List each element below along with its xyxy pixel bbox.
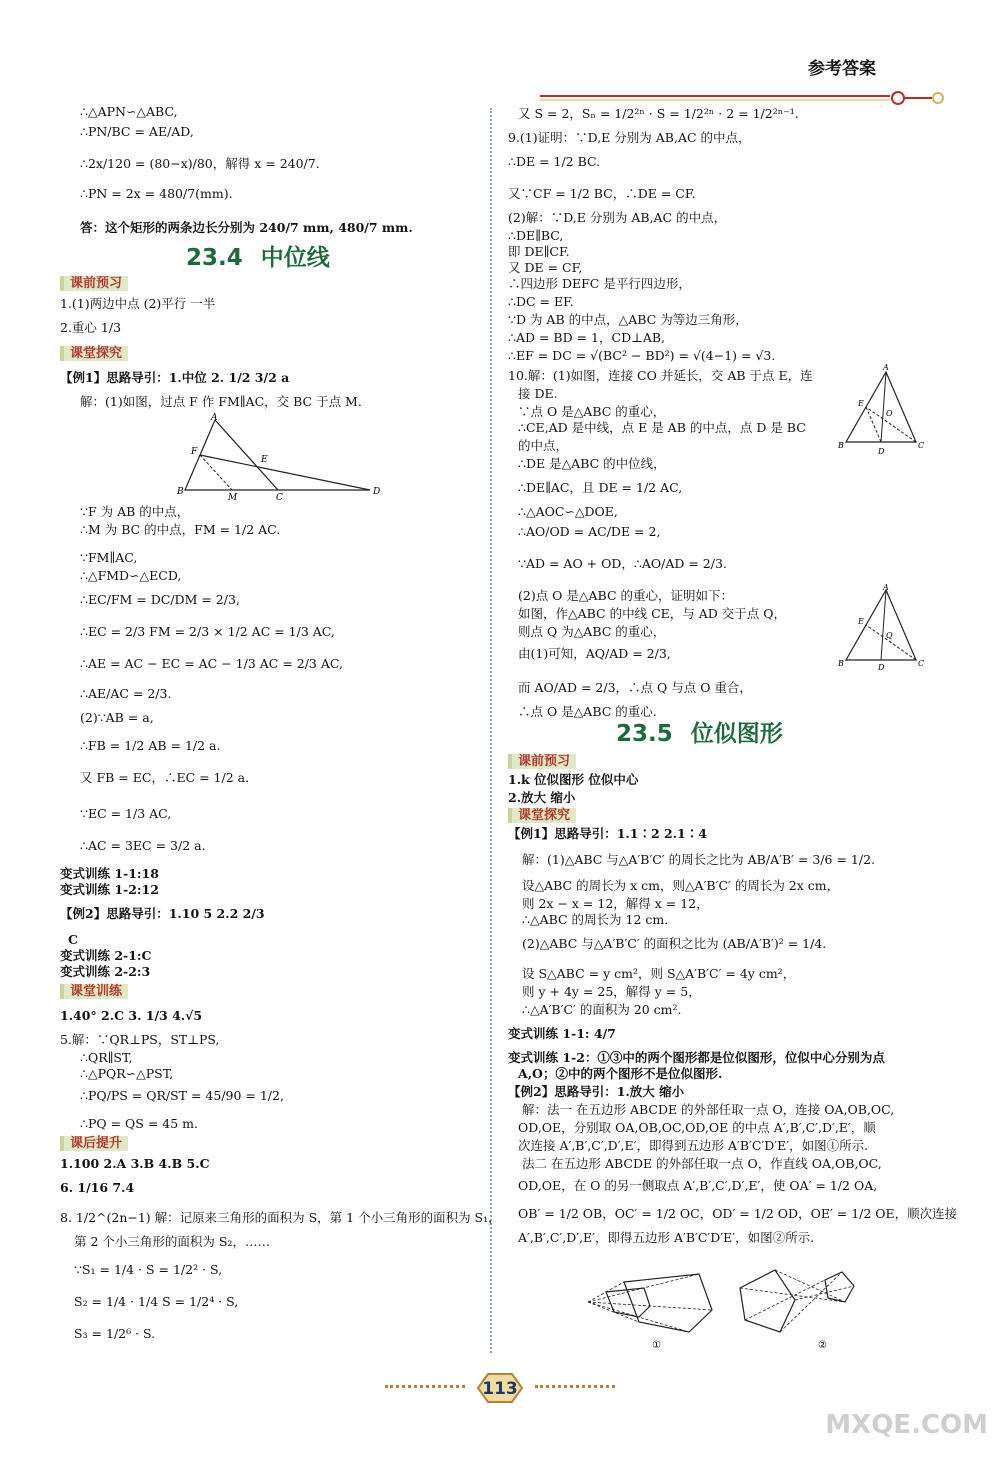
text-line: ∵EC = 1/3 AC, <box>80 806 172 821</box>
figure-caption: ① <box>652 1340 661 1350</box>
text-line: (2)∵AB = a, <box>80 710 154 725</box>
text-line: ∴△PQR∽△PST, <box>80 1066 174 1081</box>
text-line: ∴EF = DC = √(BC² − BD²) = √(4−1) = √3. <box>508 348 776 363</box>
text-line: OD,OE，分别取 OA,OB,OC,OD,OE 的中点 A′,B′,C′,D′,E′，顺 <box>518 1120 876 1135</box>
text-line: 【例1】思路导引：1.1∶2 2.1∶4 <box>508 826 707 841</box>
text-line: 又 S = 2，Sₙ = 1/2²ⁿ · S = 1/2²ⁿ · 2 = 1/2²ⁿ⁻¹. <box>518 106 799 121</box>
text-line: 【例2】思路导引：1.10 5 2.2 2/3 <box>60 906 265 921</box>
text-line: ∴PQ/PS = QR/ST = 45/90 = 1/2, <box>80 1088 284 1103</box>
text-line: ∴M 为 BC 的中点，FM = 1/2 AC. <box>80 522 281 537</box>
text-line: 1.k 位似图形 位似中心 <box>508 772 639 787</box>
tag-explore-2: 课堂探究 <box>508 808 576 823</box>
page-number-badge <box>470 1370 530 1406</box>
label: F <box>191 447 198 457</box>
text-line: ∴AC = 3EC = 3/2 a. <box>80 838 206 853</box>
label: Q <box>886 631 893 640</box>
text-line: 则 y + 4y = 25，解得 y = 5， <box>522 984 701 999</box>
text-line: ∴QR∥ST, <box>80 1050 133 1065</box>
text-line: ∴DC = EF. <box>508 294 574 309</box>
text-line: 如图，作△ABC 的中线 CE，与 AD 交于点 Q， <box>518 606 786 621</box>
label: D <box>878 663 885 672</box>
text-line: ∵FM∥AC, <box>80 550 138 565</box>
footer-dots-right <box>535 1385 615 1388</box>
text-line: ∴CE,AD 是中线，点 E 是 AB 的中点，点 D 是 BC <box>518 420 806 435</box>
text-line: 10.解：(1)如图，连接 CO 并延长，交 AB 于点 E，连 <box>508 368 813 383</box>
pentagon-figure-1 <box>584 1262 724 1350</box>
section-name: 中位线 <box>260 244 330 271</box>
text-line: 设 S△ABC = y cm²，则 S△A′B′C′ = 4y cm²， <box>522 966 796 981</box>
text-line: ∴AE/AC = 2/3. <box>80 686 172 701</box>
text-line: ∴PQ = QS = 45 m. <box>80 1116 198 1131</box>
text-line: 而 AO/AD = 2/3，∴点 Q 与点 O 重合， <box>518 680 752 695</box>
tag-explore: 课堂探究 <box>60 346 128 361</box>
watermark: MXQE.COM <box>825 1410 988 1440</box>
text-line: 变式训练 1-1: 4/7 <box>508 1026 616 1041</box>
text-line: 变式训练 1-2:12 <box>60 882 159 897</box>
text-line: 又 DE = CF, <box>508 260 583 275</box>
text-line: 变式训练 2-1:C <box>60 948 152 963</box>
text-line: ∴△A′B′C′ 的面积为 20 cm². <box>522 1002 682 1017</box>
text-line: ∴FB = 1/2 AB = 1/2 a. <box>80 738 221 753</box>
text-line: ∴PN = 2x = 480/7(mm). <box>80 186 233 201</box>
label: C <box>918 441 925 450</box>
text-line: OB′ = 1/2 OB，OC′ = 1/2 OC，OD′ = 1/2 OD，OE′ = 1/2 OE，顺次连接 <box>518 1206 958 1221</box>
text-line: 则 2x − x = 12，解得 x = 12， <box>522 896 709 911</box>
text-line: 又 FB = EC，∴EC = 1/2 a. <box>80 770 250 785</box>
footer-dots-left <box>385 1385 465 1388</box>
text-line: 8. 1/2^(2n−1) 解：记原来三角形的面积为 S，第 1 个小三角形的面积为 S₁， <box>60 1210 501 1225</box>
label: M <box>228 493 238 502</box>
text-line: 变式训练 1-2：①③中的两个图形都是位似图形，位似中心分别为点 <box>508 1050 885 1065</box>
text-line: 2.重心 1/3 <box>60 320 122 335</box>
label: E <box>858 617 864 626</box>
label: D <box>878 447 885 456</box>
text-line: ∵S₁ = 1/4 · S = 1/2² · S, <box>74 1262 223 1277</box>
label: E <box>261 455 268 465</box>
label: A <box>211 413 218 423</box>
text-line: 6. 1/16 7.4 <box>60 1180 135 1195</box>
text-line: 法二 在五边形 ABCDE 的外部任取一点 O，作直线 OA,OB,OC, <box>522 1156 882 1171</box>
label: B <box>838 441 844 450</box>
text-line: ∴△ABC 的周长为 12 cm. <box>522 912 669 927</box>
section-number: 23.4 <box>186 245 243 271</box>
text-line: S₃ = 1/2⁶ · S. <box>74 1326 156 1341</box>
text-line: 的中点， <box>518 438 569 453</box>
page-header <box>0 48 1000 108</box>
section-title-23-5 <box>616 722 783 746</box>
triangle-figure-1 <box>175 412 385 502</box>
tag-class-training: 课堂训练 <box>60 984 128 999</box>
text-line: 设△ABC 的周长为 x cm，则△A′B′C′ 的周长为 2x cm， <box>522 878 840 893</box>
text-line: ∴DE 是△ABC 的中位线， <box>518 456 666 471</box>
text-line: 2.放大 缩小 <box>508 790 576 805</box>
text-line: ∵点 O 是△ABC 的重心， <box>518 404 666 419</box>
page-number: 113 <box>482 1379 518 1399</box>
text-line: 解：(1)△ABC 与△A′B′C′ 的周长之比为 AB/A′B′ = 3/6 = 1/2. <box>522 852 876 867</box>
text-line: ∴DE∥AC，且 DE = 1/2 AC, <box>518 480 683 495</box>
text-line: 变式训练 1-1:18 <box>60 866 159 881</box>
text-line: ∵AD = AO + OD，∴AO/AD = 2/3. <box>518 556 727 571</box>
text-line: 接 DE. <box>518 386 558 401</box>
text-line: S₂ = 1/4 · 1/4 S = 1/2⁴ · S, <box>74 1294 239 1309</box>
text-line: C <box>68 932 78 947</box>
text-line: 变式训练 2-2:3 <box>60 964 151 979</box>
text-line: 第 2 个小三角形的面积为 S₂，…… <box>74 1234 270 1249</box>
header-title: 参考答案 <box>808 59 876 79</box>
label: A <box>883 363 889 372</box>
text-line: 【例2】思路导引：1.放大 缩小 <box>508 1084 685 1099</box>
text-line: 9.(1)证明：∵D,E 分别为 AB,AC 的中点， <box>508 130 751 145</box>
text-line: 又∵CF = 1/2 BC，∴DE = CF. <box>508 186 696 201</box>
text-line: ∴点 O 是△ABC 的重心. <box>518 704 657 719</box>
text-line: ∴DE = 1/2 BC. <box>508 154 601 169</box>
tag-pre-study: 课前预习 <box>60 276 128 291</box>
text-line: ∴2x/120 = (80−x)/80，解得 x = 240/7. <box>80 156 320 171</box>
label: A <box>883 583 889 592</box>
text-line: 答：这个矩形的两条边长分别为 240/7 mm, 480/7 mm. <box>80 220 413 235</box>
triangle-figure-3 <box>838 582 928 672</box>
text-line: ∵F 为 AB 的中点， <box>80 504 190 519</box>
text-line: ∴PN/BC = AE/AD, <box>80 124 194 139</box>
text-line: ∴AE = AC − EC = AC − 1/3 AC = 2/3 AC, <box>80 656 343 671</box>
pentagon-figure-2 <box>730 1260 870 1350</box>
text-line: (2)点 O 是△ABC 的重心，证明如下： <box>518 588 733 603</box>
section-name: 位似图形 <box>690 720 783 747</box>
text-line: ∴△AOC∽△DOE, <box>518 504 618 519</box>
text-line: ∴EC/FM = DC/DM = 2/3, <box>80 592 240 607</box>
triangle-figure-2 <box>838 362 928 457</box>
tag-pre-study-2: 课前预习 <box>508 754 576 769</box>
text-line: ∴AD = BD = 1，CD⊥AB, <box>508 330 666 345</box>
section-title-23-4 <box>186 246 330 270</box>
label: E <box>858 399 864 408</box>
text-line: A′,B′,C′,D′,E′，即得五边形 A′B′C′D′E′，如图②所示. <box>518 1230 815 1245</box>
text-line: 1.100 2.A 3.B 4.B 5.C <box>60 1156 210 1171</box>
label: D <box>373 487 381 497</box>
text-line: 由(1)可知，AQ/AD = 2/3, <box>518 646 671 661</box>
label: B <box>177 487 184 497</box>
text-line: 5.解：∵QR⊥PS，ST⊥PS, <box>60 1032 220 1047</box>
text-line: ∴四边形 DEFC 是平行四边形， <box>508 276 691 291</box>
text-line: ∵D 为 AB 的中点，△ABC 为等边三角形， <box>508 312 748 327</box>
text-line: 即 DE∥CF. <box>508 244 570 259</box>
label: C <box>918 659 925 668</box>
tag-after-class: 课后提升 <box>60 1136 128 1151</box>
text-line: 解：(1)如图，过点 F 作 FM∥AC，交 BC 于点 M. <box>80 394 362 409</box>
text-line: ∴DE∥BC, <box>508 228 564 243</box>
text-line: ∴EC = 2/3 FM = 2/3 × 1/2 AC = 1/3 AC, <box>80 624 335 639</box>
figure-caption: ② <box>818 1340 827 1350</box>
text-line: ∴AO/OD = AC/DE = 2, <box>518 524 661 539</box>
text-line: (2)解：∵D,E 分别为 AB,AC 的中点， <box>508 210 727 225</box>
label: O <box>886 409 893 418</box>
section-number: 23.5 <box>616 721 673 747</box>
text-line: OD,OE，在 O 的另一侧取点 A′,B′,C′,D′,E′，使 OA′ = 1/2 OA, <box>518 1178 878 1193</box>
text-line: (2)△ABC 与△A′B′C′ 的面积之比为 (AB/A′B′)² = 1/4. <box>522 936 827 951</box>
text-line: ∴△APN∽△ABC, <box>80 104 178 119</box>
text-line: 则点 Q 为△ABC 的重心， <box>518 624 666 639</box>
label: B <box>838 659 844 668</box>
text-line: 1.40° 2.C 3. 1/3 4.√5 <box>60 1008 203 1023</box>
text-line: 【例1】思路导引：1.中位 2. 1/2 3/2 a <box>60 370 290 385</box>
text-line: 解：法一 在五边形 ABCDE 的外部任取一点 O，连接 OA,OB,OC, <box>522 1102 895 1117</box>
text-line: A,O；②中的两个图形不是位似图形. <box>518 1066 723 1081</box>
text-line: 次连接 A′,B′,C′,D′,E′，即得到五边形 A′B′C′D′E′，如图①所示. <box>518 1138 869 1153</box>
column-divider <box>490 108 492 1353</box>
text-line: 1.(1)两边中点 (2)平行 一半 <box>60 296 216 311</box>
label: C <box>276 493 283 502</box>
text-line: ∴△FMD∽△ECD, <box>80 568 182 583</box>
